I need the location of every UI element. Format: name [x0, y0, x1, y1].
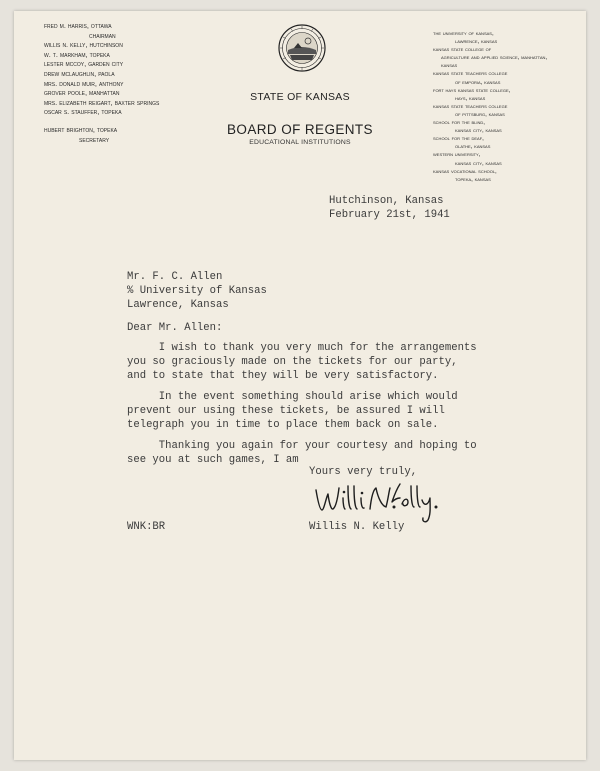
- institution-name: western university,: [433, 151, 481, 159]
- recipient-line: Mr. F. C. Allen: [127, 271, 223, 283]
- member: oscar s. stauffer, topeka: [44, 107, 122, 117]
- chairman-name: fred m. harris, ottawa: [44, 21, 112, 30]
- institution-name: kansas state teachers college: [433, 102, 508, 110]
- institution-place: lawrence, kansas: [455, 38, 498, 46]
- institution-place: olathe, kansas: [455, 143, 491, 151]
- institution-place: kansas city, kansas: [455, 159, 502, 167]
- board-subtitle: EDUCATIONAL INSTITUTIONS: [249, 139, 351, 146]
- member: willis n. kelly, hutchinson: [44, 40, 123, 50]
- closing: Yours very truly,: [309, 466, 418, 478]
- handwritten-signature: [310, 476, 460, 524]
- chairman-title: chairman: [89, 30, 116, 40]
- body-line: In the event something should arise which would: [127, 391, 458, 403]
- body-line: prevent our using these tickets, be assured I will: [127, 405, 445, 417]
- institution-place: kansas city, kansas: [455, 127, 502, 135]
- salutation: Dear Mr. Allen:: [127, 322, 223, 334]
- recipient-line: % University of Kansas: [127, 285, 267, 297]
- institution-name: school for the blind,: [433, 119, 485, 127]
- member: grover poole, manhattan: [44, 88, 120, 98]
- typist-initials: WNK:BR: [127, 521, 166, 533]
- kansas-state-seal-icon: [278, 24, 326, 72]
- body-line: telegraph you in time to place them back on sale.: [127, 419, 439, 431]
- body-line: you so graciously made on the tickets for our party,: [127, 356, 458, 368]
- letter-date: February 21st, 1941: [329, 209, 450, 221]
- institution-name: fort hays kansas state college,: [433, 86, 511, 94]
- institution-roster: [433, 30, 563, 184]
- institution-place: hays, kansas: [455, 94, 486, 102]
- body-line: Thanking you again for your courtesy and hoping to: [127, 440, 477, 452]
- member: drew mclaughlin, paola: [44, 68, 115, 78]
- recipient-line: Lawrence, Kansas: [127, 299, 229, 311]
- body-line: and to state that they will be very satisfactory.: [127, 370, 439, 382]
- institution-name: kansas state college of: [433, 46, 492, 54]
- member: lester mccoy, garden city: [44, 59, 124, 69]
- secretary-title: secretary: [79, 134, 110, 144]
- secretary-name: hubert brighton, topeka: [44, 124, 118, 134]
- member: mrs. donald muir, anthony: [44, 78, 124, 88]
- institution-name: kansas state teachers college: [433, 70, 508, 78]
- board-heading: BOARD OF REGENTS: [227, 122, 373, 137]
- signer-name: Willis N. Kelly: [309, 521, 405, 533]
- institution-name: school for the deaf,: [433, 135, 484, 143]
- institution-place: agriculture and applied science, manhattan, kansas: [441, 54, 548, 70]
- letter-city: Hutchinson, Kansas: [329, 195, 444, 207]
- institution-place: of pittsburg, kansas: [455, 110, 505, 118]
- institution-place: topeka, kansas: [455, 175, 491, 183]
- member: w. t. markham, topeka: [44, 49, 110, 59]
- institution-name: the university of kansas,: [433, 30, 494, 37]
- institution-place: of emporia, kansas: [455, 78, 501, 86]
- institution-name: kansas vocational school,: [433, 167, 497, 175]
- board-member-roster: [44, 21, 159, 144]
- body-line: I wish to thank you very much for the arrangements: [127, 342, 477, 354]
- state-heading: STATE OF KANSAS: [250, 91, 350, 103]
- member: mrs. elizabeth reigart, baxter springs: [44, 97, 160, 107]
- body-line: see you at such games, I am: [127, 454, 299, 466]
